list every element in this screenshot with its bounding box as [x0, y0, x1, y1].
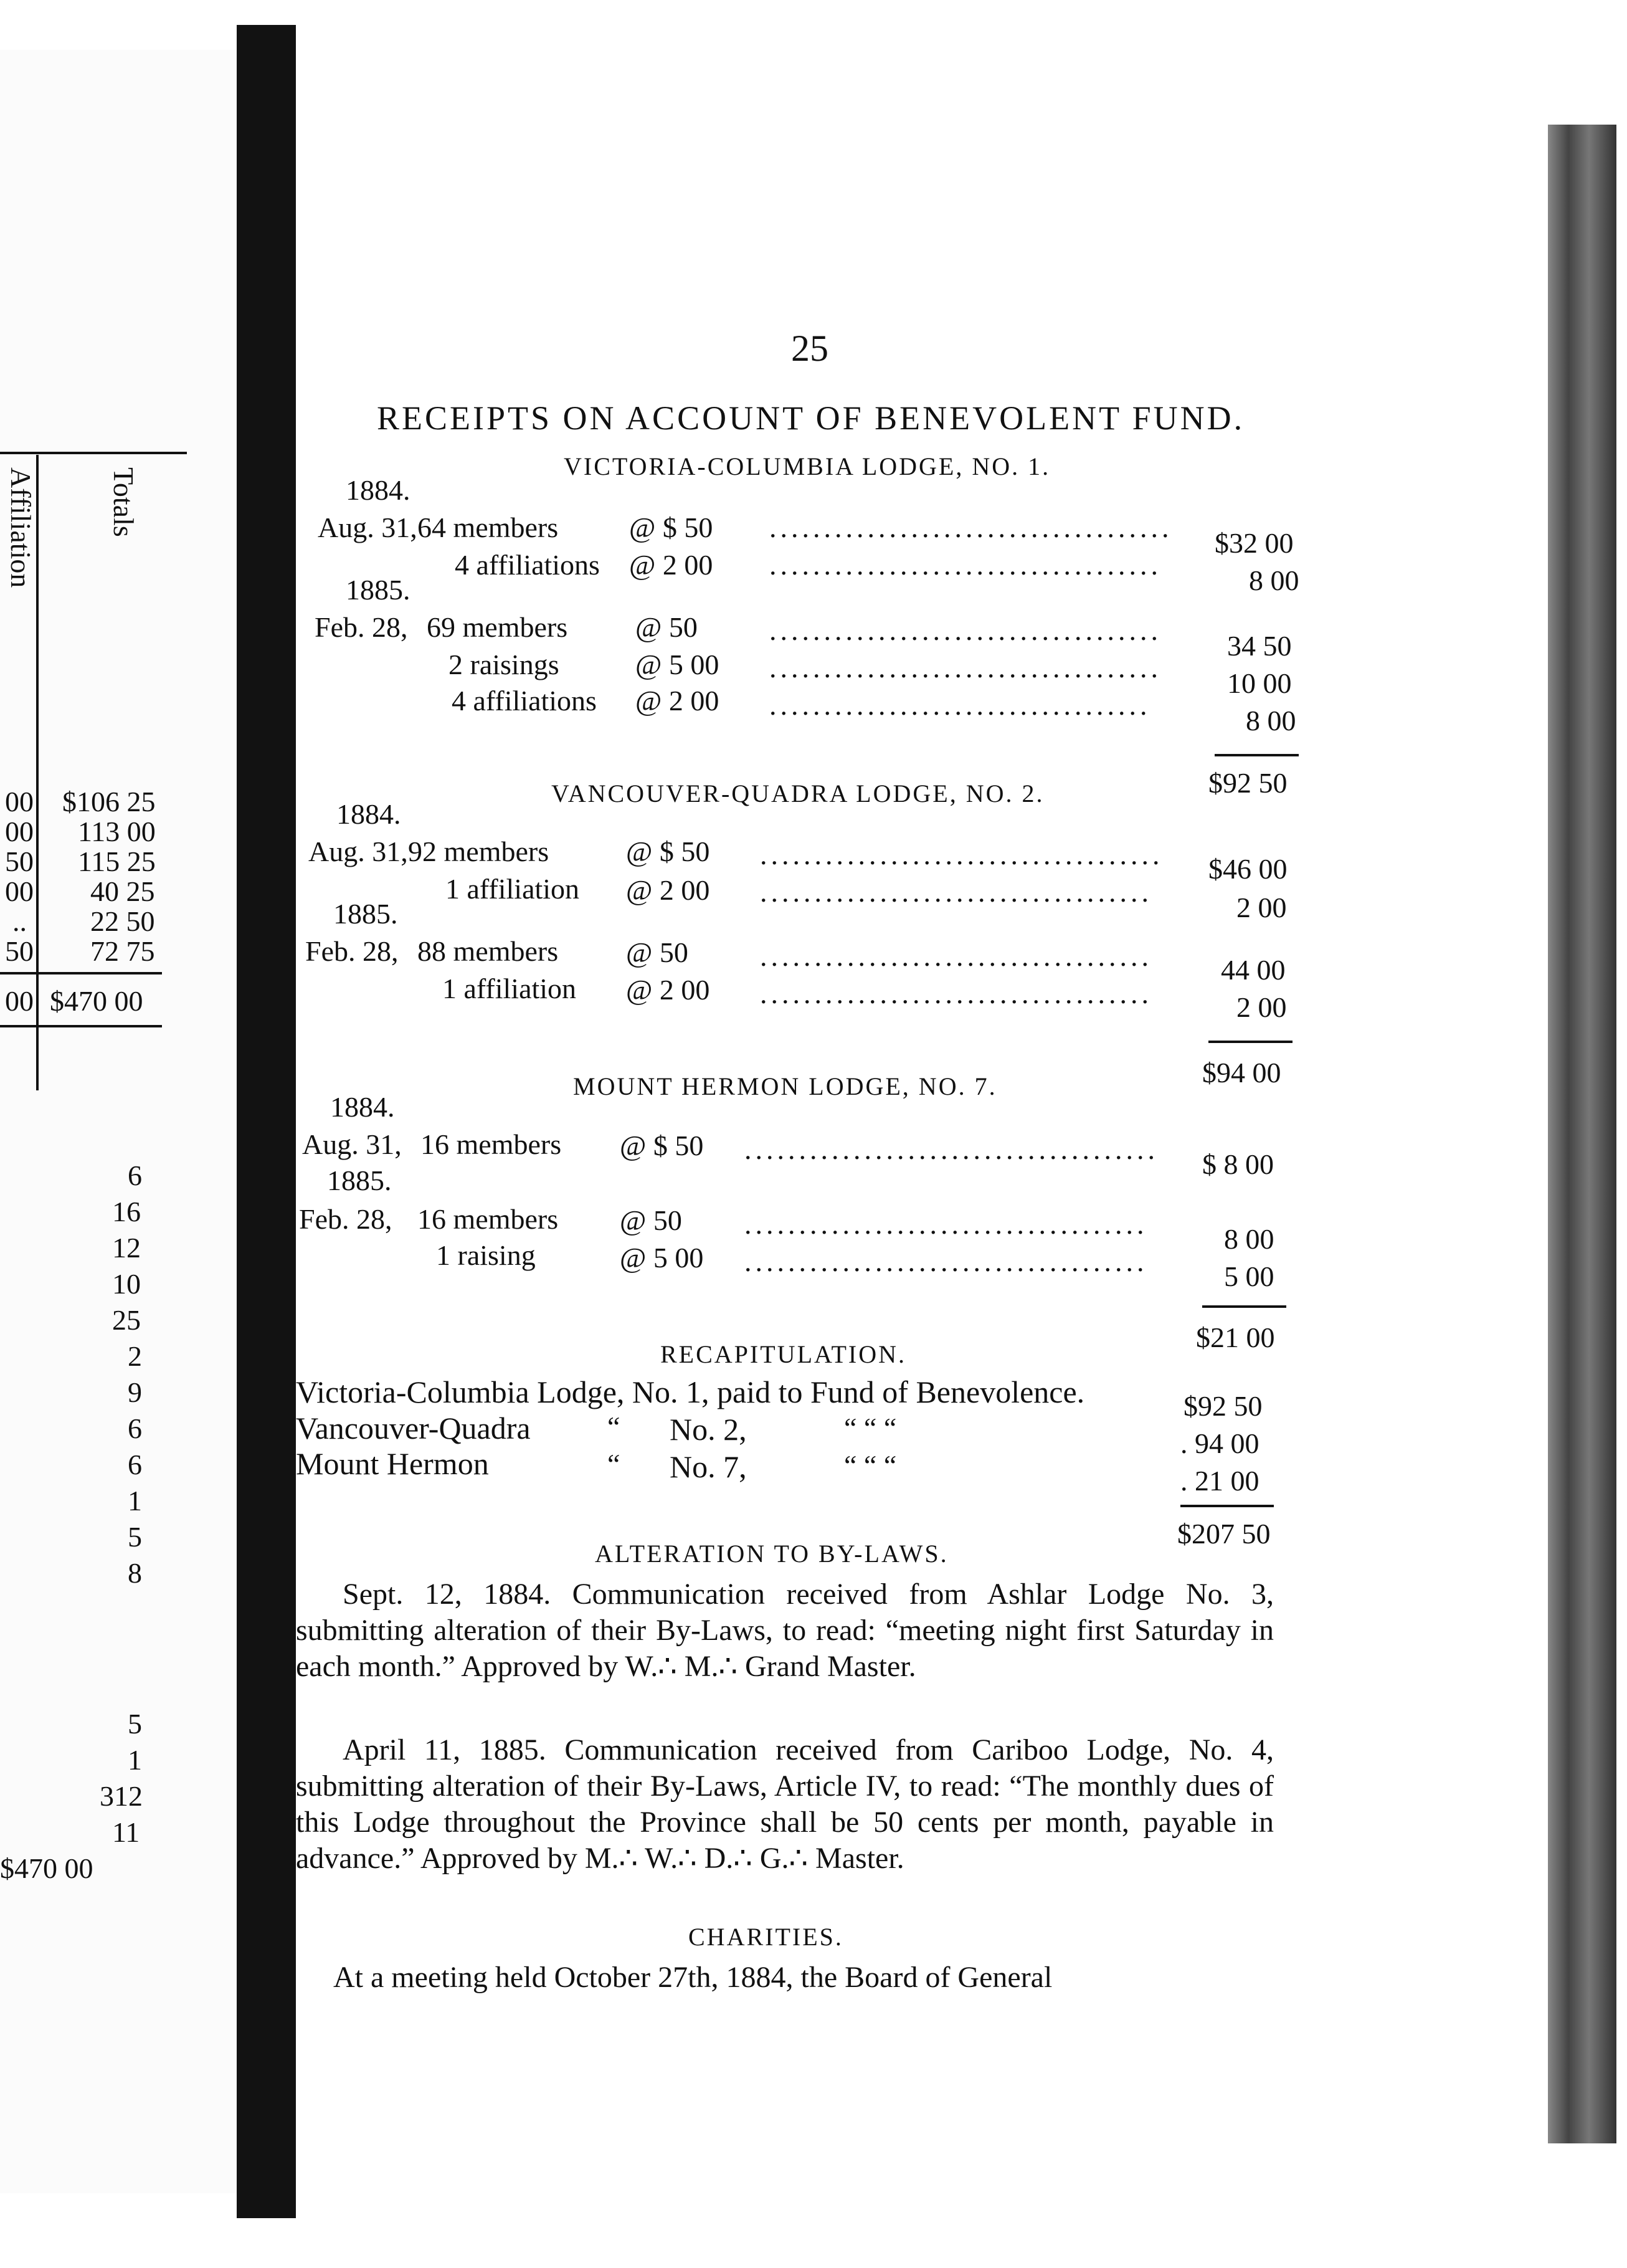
- entry-desc: 4 affiliations: [452, 685, 597, 717]
- entry-rate: @ 2 00: [626, 874, 710, 906]
- page-title: RECEIPTS ON ACCOUNT OF BENEVOLENT FUND.: [377, 399, 1245, 437]
- recap-total: $207 50: [1177, 1518, 1271, 1550]
- count-cell: 9: [128, 1376, 142, 1408]
- count-cell: 6: [128, 1160, 142, 1191]
- entry-desc: 1 affiliation: [442, 973, 577, 1004]
- year-label: 1884.: [336, 798, 401, 830]
- lodge-heading: VICTORIA-COLUMBIA LODGE, NO. 1.: [564, 452, 1051, 480]
- entry-rate: @ 2 00: [629, 549, 713, 581]
- entry-date: Feb. 28,: [299, 1203, 392, 1235]
- totals-cell: $106 25: [62, 786, 156, 817]
- count-cell: 6: [128, 1413, 142, 1444]
- recap-lodge-no: No. 7,: [670, 1449, 747, 1484]
- entry-amount: 2 00: [1236, 892, 1287, 923]
- leader-dots: ....................................: [760, 876, 1152, 908]
- alteration-heading: ALTERATION TO BY-LAWS.: [595, 1540, 949, 1568]
- charities-heading: CHARITIES.: [688, 1923, 843, 1951]
- leader-dots: ....................................: [760, 978, 1152, 1009]
- entry-desc: 88 members: [417, 935, 559, 967]
- recap-lodge-no: No. 2,: [670, 1412, 747, 1447]
- left-col-cell: 00: [5, 875, 34, 907]
- leader-dots: ....................................: [769, 614, 1162, 646]
- table-top-rule: [0, 452, 187, 454]
- year-label: 1884.: [330, 1091, 395, 1123]
- count-cell: 312: [100, 1780, 143, 1812]
- left-col-total: 00: [5, 985, 34, 1017]
- totals-cell: 22 50: [90, 905, 155, 937]
- entry-desc: 1 affiliation: [445, 873, 580, 905]
- leader-dots: .....................................: [744, 1208, 1148, 1240]
- entry-rate: @ 5 00: [620, 1242, 704, 1274]
- totals-header: Totals: [108, 467, 140, 537]
- sum-rule-bottom: [0, 1025, 162, 1027]
- entry-amount: 8 00: [1249, 565, 1299, 596]
- entry-desc: 16 members: [420, 1128, 562, 1160]
- count-cell: 16: [112, 1196, 141, 1227]
- page-edges: [1548, 125, 1616, 2143]
- year-label: 1884.: [346, 474, 410, 506]
- affiliations-header: Affiliation: [5, 467, 37, 588]
- leader-dots: .....................................: [769, 512, 1173, 543]
- totals-cell: 40 25: [90, 875, 155, 907]
- entry-desc: 92 members: [408, 836, 549, 867]
- alteration-paragraph-2: April 11, 1885. Communication received from Cariboo Lodge, No. 4, submitting alteration of their By-Laws, Article IV, to read: “The monthly dues of this Lodge throughout the Province shall be 50 cents per month, payable in advance.” Approved by M.∴ W.∴ D.∴ G.∴ Master.: [296, 1733, 1274, 1875]
- facing-page: [0, 50, 237, 2193]
- entry-rate: @ 5 00: [635, 649, 719, 680]
- recap-amount: $92 50: [1183, 1390, 1263, 1422]
- entry-desc: 69 members: [427, 611, 568, 643]
- leader-dots: ......................................: [744, 1133, 1159, 1165]
- entry-date: Feb. 28,: [315, 611, 408, 643]
- count-cell: 8: [128, 1557, 142, 1589]
- recap-heading: RECAPITULATION.: [660, 1340, 906, 1368]
- lodge-total: $21 00: [1196, 1322, 1275, 1353]
- count-cell: 6: [128, 1449, 142, 1480]
- entry-amount: 44 00: [1221, 954, 1286, 986]
- entry-amount: 5 00: [1224, 1260, 1274, 1292]
- recap-amount: . 21 00: [1180, 1465, 1259, 1497]
- count-cell: 1: [128, 1744, 142, 1776]
- count-cell: 12: [112, 1232, 141, 1264]
- totals-sum: $470 00: [50, 985, 143, 1017]
- entry-rate: @ $ 50: [629, 512, 713, 543]
- entry-date: Aug. 31,: [308, 836, 408, 867]
- entry-amount: 8 00: [1224, 1223, 1274, 1255]
- ditto-mark: “: [607, 1448, 620, 1480]
- entry-desc: 1 raising: [436, 1239, 536, 1271]
- page-25: [296, 81, 1548, 2224]
- left-col-cell: 50: [5, 935, 34, 967]
- count-cell: 5: [128, 1521, 142, 1553]
- page-number: 25: [791, 328, 828, 369]
- count-cell: 25: [112, 1304, 141, 1336]
- recap-row-3: Mount Hermon: [296, 1446, 489, 1481]
- left-col-cell: 00: [5, 786, 34, 817]
- entry-amount: $32 00: [1215, 527, 1294, 559]
- year-label: 1885.: [333, 898, 398, 930]
- charities-text: At a meeting held October 27th, 1884, the Board of General: [333, 1961, 1053, 1994]
- lodge-heading: MOUNT HERMON LODGE, NO. 7.: [573, 1072, 997, 1100]
- entry-rate: @ 50: [635, 611, 698, 643]
- count-cell: 2: [128, 1340, 142, 1372]
- entry-amount: 2 00: [1236, 991, 1287, 1023]
- subtotal-rule: [1215, 754, 1299, 756]
- left-col-cell: 00: [5, 816, 34, 847]
- totals-cell: 72 75: [90, 935, 155, 967]
- entry-amount: 10 00: [1227, 667, 1292, 699]
- entry-amount: 34 50: [1227, 630, 1292, 662]
- entry-date: Feb. 28,: [305, 935, 399, 967]
- entry-date: Aug. 31,: [318, 512, 417, 543]
- left-col-cell: 50: [5, 846, 34, 877]
- final-total: $470 00: [0, 1852, 93, 1884]
- entry-desc: 16 members: [417, 1203, 559, 1235]
- ditto-mark: “: [607, 1411, 620, 1442]
- entry-desc: 2 raisings: [448, 649, 559, 680]
- entry-rate: @ $ 50: [626, 836, 710, 867]
- recap-total-rule: [1180, 1505, 1274, 1507]
- entry-amount: $ 8 00: [1202, 1148, 1274, 1180]
- sum-rule: [0, 972, 162, 974]
- entry-rate: @ 50: [626, 936, 688, 968]
- ditto-marks: “ “ “: [844, 1449, 897, 1481]
- lodge-total: $92 50: [1208, 767, 1288, 799]
- subtotal-rule: [1208, 1041, 1293, 1043]
- entry-rate: @ $ 50: [620, 1130, 704, 1161]
- entry-amount: 8 00: [1246, 705, 1296, 736]
- count-cell: 1: [128, 1485, 142, 1517]
- leader-dots: ....................................: [769, 652, 1162, 684]
- leader-dots: ....................................: [769, 549, 1162, 581]
- leader-dots: ....................................: [760, 940, 1152, 972]
- ditto-marks: “ “ “: [844, 1412, 897, 1444]
- subtotal-rule: [1202, 1305, 1286, 1308]
- entry-date: Aug. 31,: [302, 1128, 402, 1160]
- totals-cell: 115 25: [78, 846, 156, 877]
- entry-desc: 64 members: [417, 512, 559, 543]
- lodge-total: $94 00: [1202, 1057, 1281, 1089]
- leader-dots: .....................................: [760, 839, 1164, 870]
- count-cell: 11: [112, 1816, 140, 1848]
- year-label: 1885.: [346, 574, 410, 606]
- entry-desc: 4 affiliations: [455, 549, 600, 581]
- entry-amount: $46 00: [1208, 853, 1288, 885]
- leader-dots: ...................................: [769, 689, 1151, 721]
- lodge-heading: VANCOUVER-QUADRA LODGE, NO. 2.: [551, 779, 1045, 808]
- count-cell: 10: [112, 1268, 141, 1300]
- book-gutter: [237, 25, 296, 2218]
- totals-cell: 113 00: [78, 816, 156, 847]
- recap-row-2: Vancouver-Quadra: [296, 1411, 531, 1446]
- leader-dots: .....................................: [744, 1246, 1148, 1277]
- entry-rate: @ 2 00: [635, 685, 719, 717]
- entry-rate: @ 2 00: [626, 974, 710, 1006]
- year-label: 1885.: [327, 1165, 392, 1196]
- recap-amount: . 94 00: [1180, 1427, 1259, 1459]
- entry-rate: @ 50: [620, 1204, 682, 1236]
- left-col-cell: ..: [12, 905, 27, 937]
- count-cell: 5: [128, 1708, 142, 1740]
- recap-row-1: Victoria-Columbia Lodge, No. 1, paid to Fund of Benevolence.: [296, 1375, 1085, 1409]
- alteration-paragraph-1: Sept. 12, 1884. Communication received from Ashlar Lodge No. 3, submitting alteration of their By-Laws, to read: “meeting night first Saturday in each month.” Approved by W.∴ M.∴ Grand Master.: [296, 1578, 1274, 1683]
